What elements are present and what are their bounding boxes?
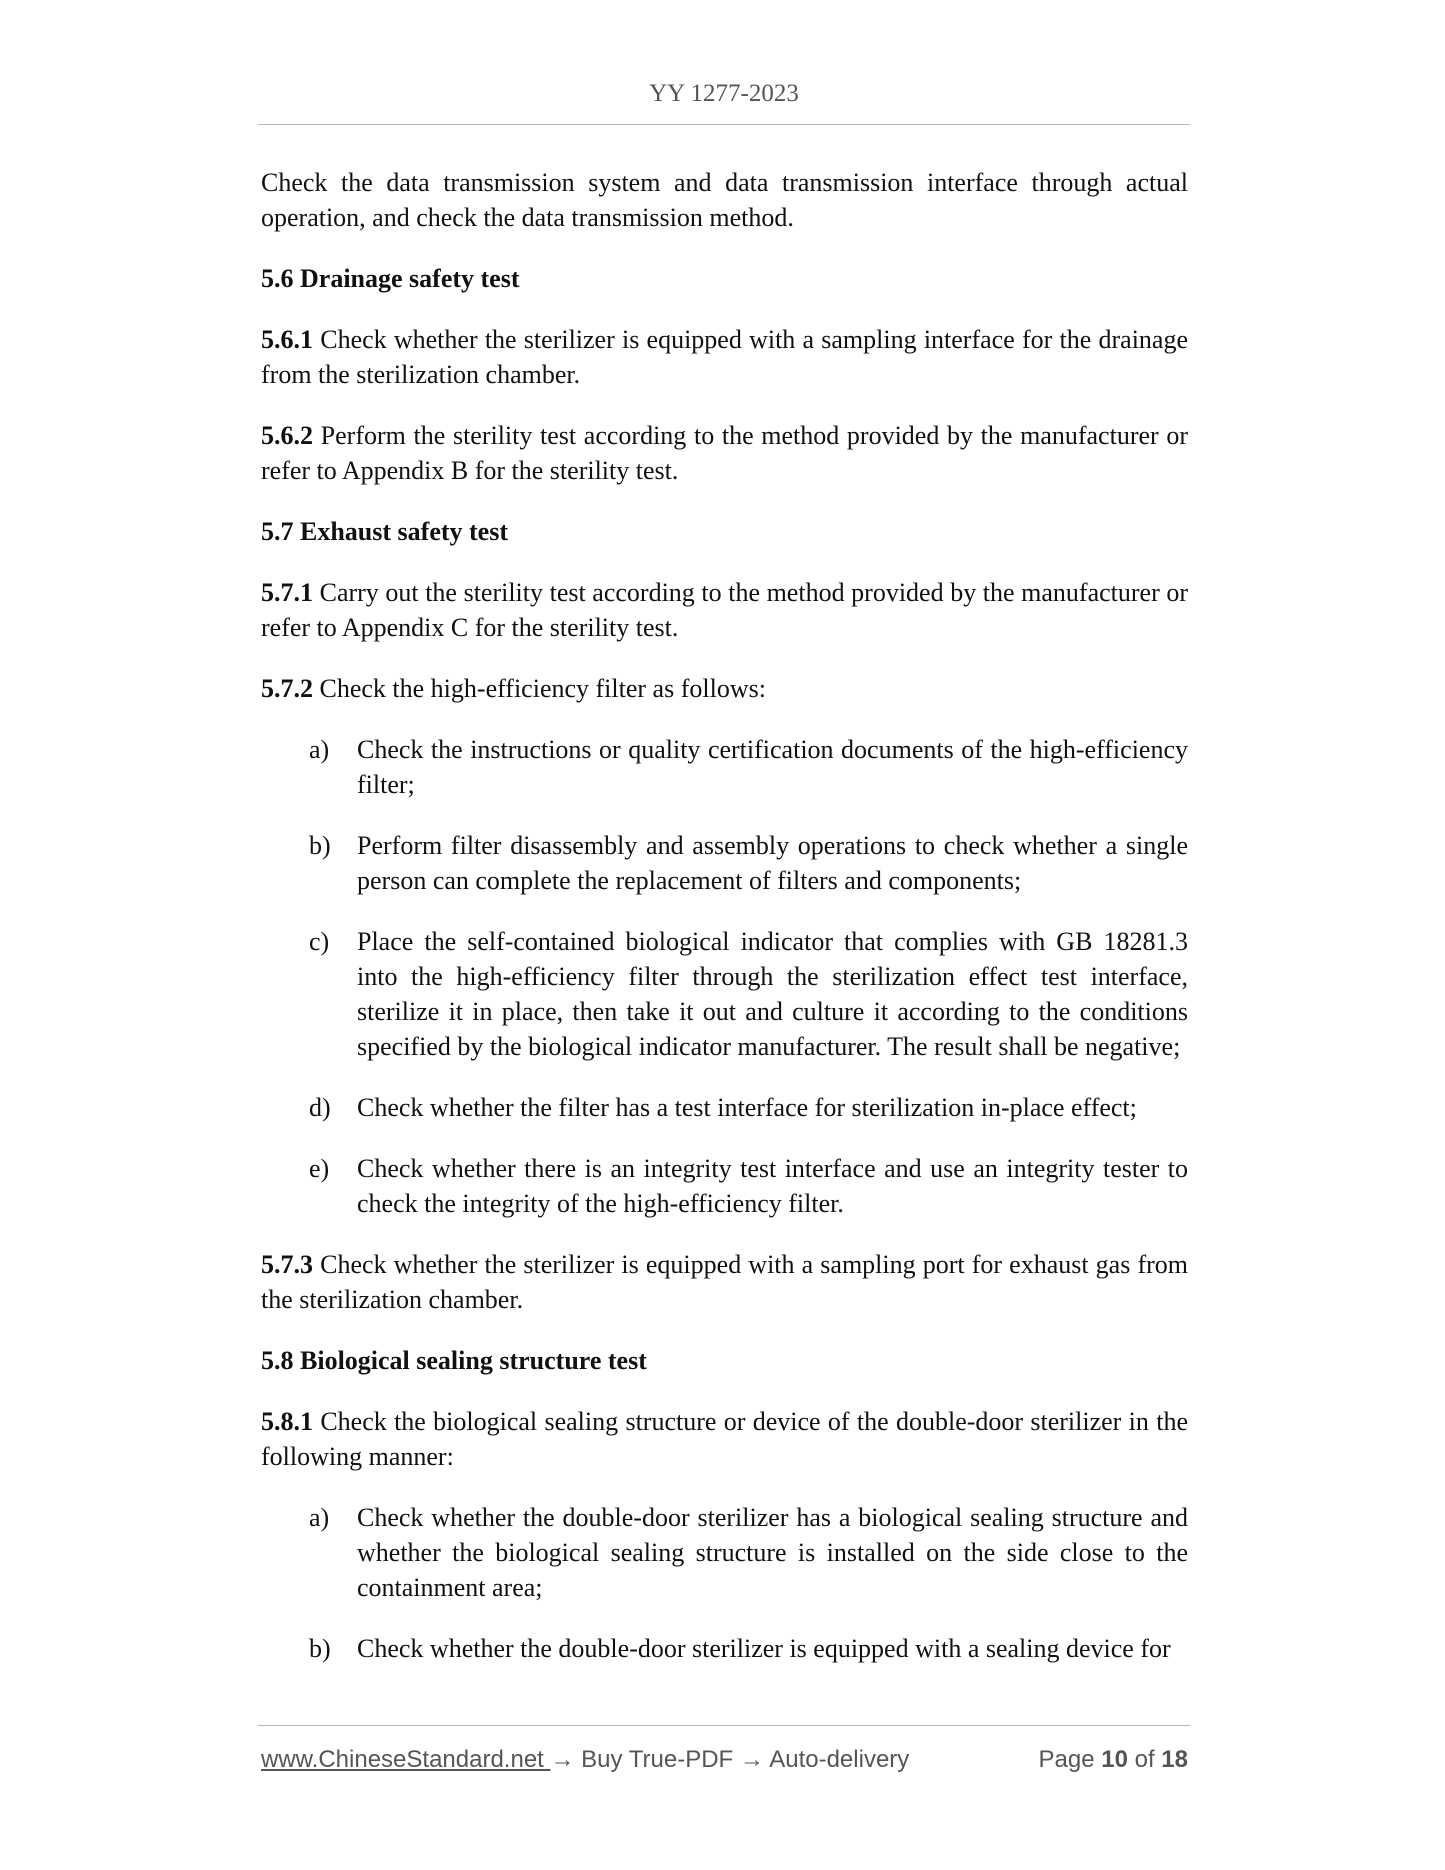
paragraph-5-7-3 bbox=[261, 1247, 1188, 1317]
list-item bbox=[261, 1500, 1188, 1605]
list-item bbox=[261, 732, 1188, 802]
list-marker: b) bbox=[309, 1634, 331, 1663]
list-item-text: Place the self-contained biological indicator that complies with GB 18281.3 into the high-efficiency filter through the sterilization effect test interface, sterilize it in place, then take it out and culture it according to the conditions specified by the biological indicator manufacturer. The result shall be negative; bbox=[357, 927, 1188, 1061]
heading-5-7: 5.7 Exhaust safety test bbox=[261, 517, 508, 546]
clause-number: 5.7.3 bbox=[261, 1250, 313, 1279]
delivery-text: Auto-delivery bbox=[763, 1746, 910, 1773]
of-label: of bbox=[1127, 1746, 1162, 1773]
list-marker: a) bbox=[309, 1503, 330, 1532]
heading-5-8: 5.8 Biological sealing structure test bbox=[261, 1346, 647, 1375]
list-item-text: Check whether the filter has a test interface for sterilization in-place effect; bbox=[357, 1093, 1137, 1122]
paragraph-5-7-1 bbox=[261, 575, 1188, 645]
arrow-right-icon: → bbox=[739, 1746, 764, 1773]
clause-text: Carry out the sterility test according to the method provided by the manufacturer or refer to Appendix C for the sterility test. bbox=[261, 578, 1188, 642]
list-item bbox=[261, 1090, 1188, 1125]
clause-text: Check whether the sterilizer is equipped with a sampling interface for the drainage from the sterilization chamber. bbox=[261, 325, 1188, 389]
list-item-text: Check whether the double-door sterilizer is equipped with a sealing device for bbox=[357, 1634, 1171, 1663]
list-item bbox=[261, 1631, 1188, 1666]
list-item bbox=[261, 828, 1188, 898]
paragraph-intro: Check the data transmission system and data transmission interface through actual operation, and check the data transmission method. bbox=[261, 168, 1188, 232]
list-item bbox=[261, 924, 1188, 1064]
clause-text: Check the biological sealing structure or device of the double-door sterilizer in the following manner: bbox=[261, 1407, 1188, 1471]
page-body bbox=[261, 165, 1188, 1692]
paragraph-5-6-2 bbox=[261, 418, 1188, 488]
list-marker: b) bbox=[309, 831, 331, 860]
clause-text: Perform the sterility test according to the method provided by the manufacturer or refer to Appendix B for the sterility test. bbox=[261, 421, 1188, 485]
clause-number: 5.6.2 bbox=[261, 421, 313, 450]
list-item bbox=[261, 1151, 1188, 1221]
footer-divider bbox=[258, 1725, 1190, 1726]
page-indicator bbox=[1039, 1740, 1188, 1780]
paragraph-5-8-1 bbox=[261, 1404, 1188, 1474]
buy-text: Buy True-PDF bbox=[574, 1746, 740, 1773]
page-number: 10 bbox=[1101, 1746, 1128, 1773]
list-item-text: Check whether there is an integrity test interface and use an integrity tester to check the integrity of the high-efficiency filter. bbox=[357, 1154, 1188, 1218]
page-label: Page bbox=[1038, 1746, 1102, 1773]
list-marker: d) bbox=[309, 1093, 331, 1122]
clause-number: 5.7.1 bbox=[261, 578, 313, 607]
list-item-text: Check whether the double-door sterilizer has a biological sealing structure and whether the biological sealing structure is installed on the side close to the containment area; bbox=[357, 1503, 1188, 1602]
paragraph-5-7-2 bbox=[261, 671, 1188, 706]
page-total: 18 bbox=[1161, 1746, 1188, 1773]
clause-text: Check the high-efficiency filter as follows: bbox=[313, 674, 766, 703]
arrow-right-icon: → bbox=[550, 1746, 575, 1773]
list-marker: e) bbox=[309, 1154, 330, 1183]
list-marker: c) bbox=[309, 927, 330, 956]
paragraph-5-6-1 bbox=[261, 322, 1188, 392]
document-code-header: YY 1277-2023 bbox=[649, 80, 799, 107]
list-item-text: Perform filter disassembly and assembly operations to check whether a single person can complete the replacement of filters and components; bbox=[357, 831, 1188, 895]
website-link[interactable]: www.ChineseStandard.net bbox=[261, 1746, 551, 1773]
list-marker: a) bbox=[309, 735, 330, 764]
clause-number: 5.7.2 bbox=[261, 674, 313, 703]
footer-promo bbox=[261, 1740, 909, 1780]
clause-number: 5.8.1 bbox=[261, 1407, 313, 1436]
heading-5-6: 5.6 Drainage safety test bbox=[261, 264, 520, 293]
header-divider bbox=[258, 124, 1190, 125]
list-item-text: Check the instructions or quality certification documents of the high-efficiency filter; bbox=[357, 735, 1188, 799]
clause-number: 5.6.1 bbox=[261, 325, 313, 354]
clause-text: Check whether the sterilizer is equipped with a sampling port for exhaust gas from the sterilization chamber. bbox=[261, 1250, 1188, 1314]
